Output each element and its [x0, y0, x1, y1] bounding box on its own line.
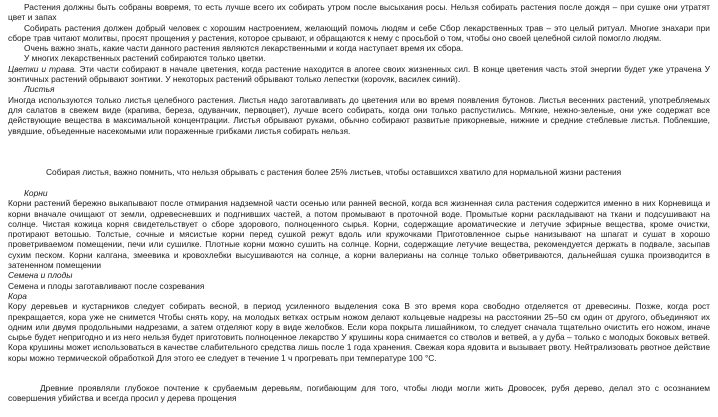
paragraph-flowers-only: У многих лекарственных растений собираются только цветки. [24, 53, 266, 64]
final-section [8, 383, 710, 404]
paragraph-seeds-fruits: Семена и плоды заготавливают после созревания [8, 280, 205, 291]
flowers-text: Эти части собирают в начале цветения, когда растение находится в апогее своих жизненных сил. В конце цветения часть этой энергии будет уже утрачена У зонтичных растений обрывают зонтики. У некоторых растений обрывают только лепестки (корovяк, василек синий). [8, 63, 710, 85]
paragraph-leaves: Иногда используются только листья целебного растения. Листья надо заготавливать до цветения или во время появления бутонов. Листья весенних растений, употребляемых для салатов в свежем виде (крапива, береза, одуванчик, первоцвет), лучше всего собирать, когда они только распустились. Мягкие, нежно-зеленые, они уже содержат все действующие вещества в максимальной концентрации. Листья обрывают руками, обычно собирают развитые прикорневые, нижние и средние стеблевые листья. Поблекшие, увядшие, объеденные насекомыми или пораженные грибками листья собирать нельзя. [8, 94, 710, 136]
flowers-label: Цветки и трава. [8, 63, 77, 74]
paragraph-reverence: Древние проявляли глубокое почтение к срубаемым деревьям, погибающим для того, чтобы люди могли жить Дровосек, рубя дерево, делал это с осознанием совершения убийства и всегда просил у дерева прощения [8, 383, 710, 404]
paragraph-harvest-time: Растения должны быть собраны вовремя, то есть лучше всего их собирать утром после высыхания росы. Нельзя собирать растения после дождя – при сушке они утратят цвет и запах [8, 2, 710, 23]
heading-seeds-fruits: Семена и плоды [8, 270, 73, 281]
roots-section [8, 188, 710, 363]
paragraph-harvest-ritual: Собирать растения должен добрый человек с хорошим настроением, желающий помочь людям и себе Сбор лекарственных трав – это целый ритуал. Многие знахари при сборе трав читают молитвы, просят прощения у растения, которое срывают, и обращаются к нему с просьбой о том, чтобы оно своей целебной силой помогло людям. [8, 22, 710, 43]
heading-leaves: Листья [24, 84, 55, 95]
paragraph-leaves-note: Собирая листья, важно помнить, что нельзя обрывать с растения более 25% листьев, чтобы оставшихся хватило для нормальной жизни растения [46, 167, 622, 177]
paragraph-bark: Кору деревьев и кустарников следует собирать весной, в период усиленного выделения сока В это время кора свободно отделяется от древесины. Позже, когда рост прекращается, кора уже не снимется Чтобы снять кору, на молодых ветках острым ножом делают кольцевые надрезы на расстоянии 25–50 см один от другого, объединяют их одним или двумя продольными надрезами, а затем отделяют кору в виде желобков. Если кора покрыта лишайником, то следует сначала тщательно очистить его ножом, иначе сырье будет непригодно и из него нельзя будет приготовить полноценное лекарство У крушины кора снимается со стволов и ветвей, а у дуба – только с молодых боковых ветвей. Кора крушины может использоваться в качестве слабительного средства лишь после 1 года хранения. Свежая кора ядовита и вызывает рвоту. Нейтрализовать рвотное действие коры можно термической обработкой Для этого ее следует в течение 1 ч прогревать при температуре 100 °С. [8, 301, 710, 363]
paragraph-flowers-herbs [8, 64, 710, 85]
paragraph-parts-timing: Очень важно знать, какие части данного растения являются лекарственными и когда наступает время их сбора. [24, 43, 464, 54]
leaves-note-section [8, 167, 710, 177]
heading-bark: Кора [8, 290, 27, 301]
paragraph-roots: Корни растений бережно выкапывают после отмирания надземной части осенью или ранней весной, когда вся жизненная сила растения содержится именно в них Корневища и корни вначале очищают от земли, одревесневших и подгнивших частей, а потом промывают в проточной воде. Промытые корни раскладывают на ткани и подсушивают на солнце. Чистая кожица корня свидетельствует о сборе здорового, полноценного сырья. Корни, содержащие ароматические и летучие эфирные вещества, кроме очистки, протирают ветошью. Толстые, сочные и мясистые корни перед сушкой режут вдоль или кружочками Приготовленное сырье нанизывают на шпагат и сушат в хорошо проветриваемом помещении, печи или сушилке. Плотные корни можно сушить на солнце. Корни, содержащие летучие вещества, рекомендуется держать в подвале, засыпав сухим песком. Корни калгана, змеевика и кровохлебки высушиваются на солнце, а корни валерианы на солнце только обветриваются, дальнейшая сушка производится в затененном помещении [8, 198, 710, 271]
intro-section [8, 2, 710, 136]
heading-roots: Корни [24, 188, 48, 198]
